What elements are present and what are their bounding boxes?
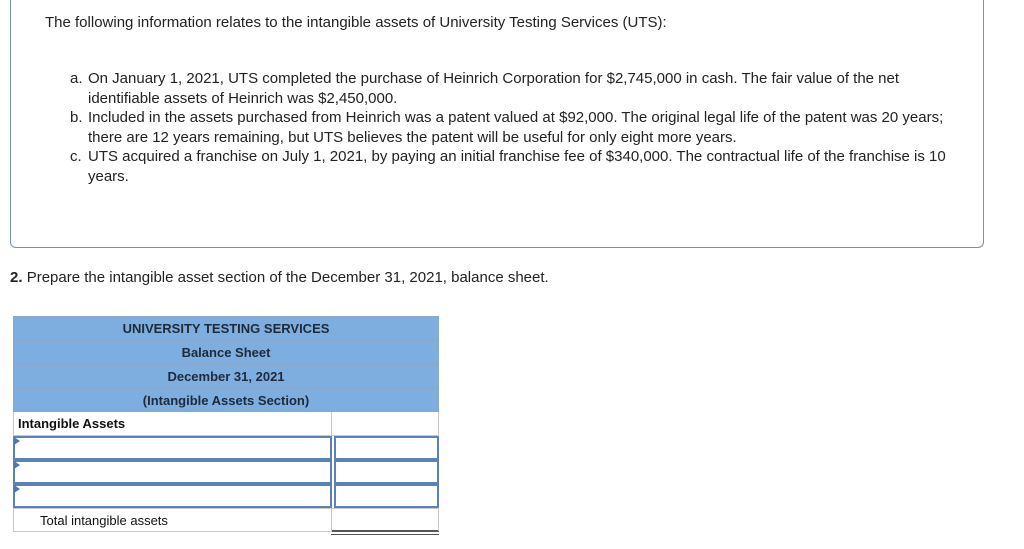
amount-input-2[interactable] <box>334 460 439 484</box>
intro-text: The following information relates to the intangible assets of University Testing Services (UTS): <box>45 14 667 31</box>
date-header: December 31, 2021 <box>13 364 439 388</box>
account-dropdown-2[interactable] <box>13 460 332 484</box>
section-label-amount-cell <box>332 412 439 436</box>
list-item <box>70 147 950 186</box>
section-label-row <box>13 412 439 436</box>
table-row <box>13 484 439 508</box>
info-list <box>70 69 950 186</box>
account-dropdown-3[interactable] <box>13 484 332 508</box>
total-row <box>13 508 439 532</box>
question-text <box>10 269 549 286</box>
total-amount-cell <box>332 508 439 532</box>
item-marker: b. <box>70 109 83 126</box>
statement-header: Balance Sheet <box>13 340 439 364</box>
amount-input-3[interactable] <box>334 484 439 508</box>
section-label: Intangible Assets <box>13 412 332 436</box>
item-marker: a. <box>70 70 83 87</box>
total-label: Total intangible assets <box>13 508 332 532</box>
question-body: Prepare the intangible asset section of the December 31, 2021, balance sheet. <box>26 269 549 286</box>
item-marker: c. <box>70 148 82 165</box>
item-text: Included in the assets purchased from Heinrich was a patent valued at $92,000. The original legal life of the patent was 20 years; there are 12 years remaining, but UTS believes the patent will be useful for only eight more years. <box>88 109 944 146</box>
account-dropdown-1[interactable] <box>13 436 332 460</box>
section-header: (Intangible Assets Section) <box>13 388 439 412</box>
table-row <box>13 460 439 484</box>
amount-input-1[interactable] <box>334 436 439 460</box>
list-item <box>70 69 950 108</box>
list-item <box>70 108 950 147</box>
item-text: UTS acquired a franchise on July 1, 2021, by paying an initial franchise fee of $340,000. The contractual life of the franchise is 10 years. <box>88 148 946 185</box>
company-header: UNIVERSITY TESTING SERVICES <box>13 316 439 340</box>
balance-sheet-table <box>13 316 439 532</box>
item-text: On January 1, 2021, UTS completed the purchase of Heinrich Corporation for $2,745,000 in cash. The fair value of the net identifiable assets of Heinrich was $2,450,000. <box>88 70 900 107</box>
table-row <box>13 436 439 460</box>
question-number: 2. <box>10 269 23 286</box>
